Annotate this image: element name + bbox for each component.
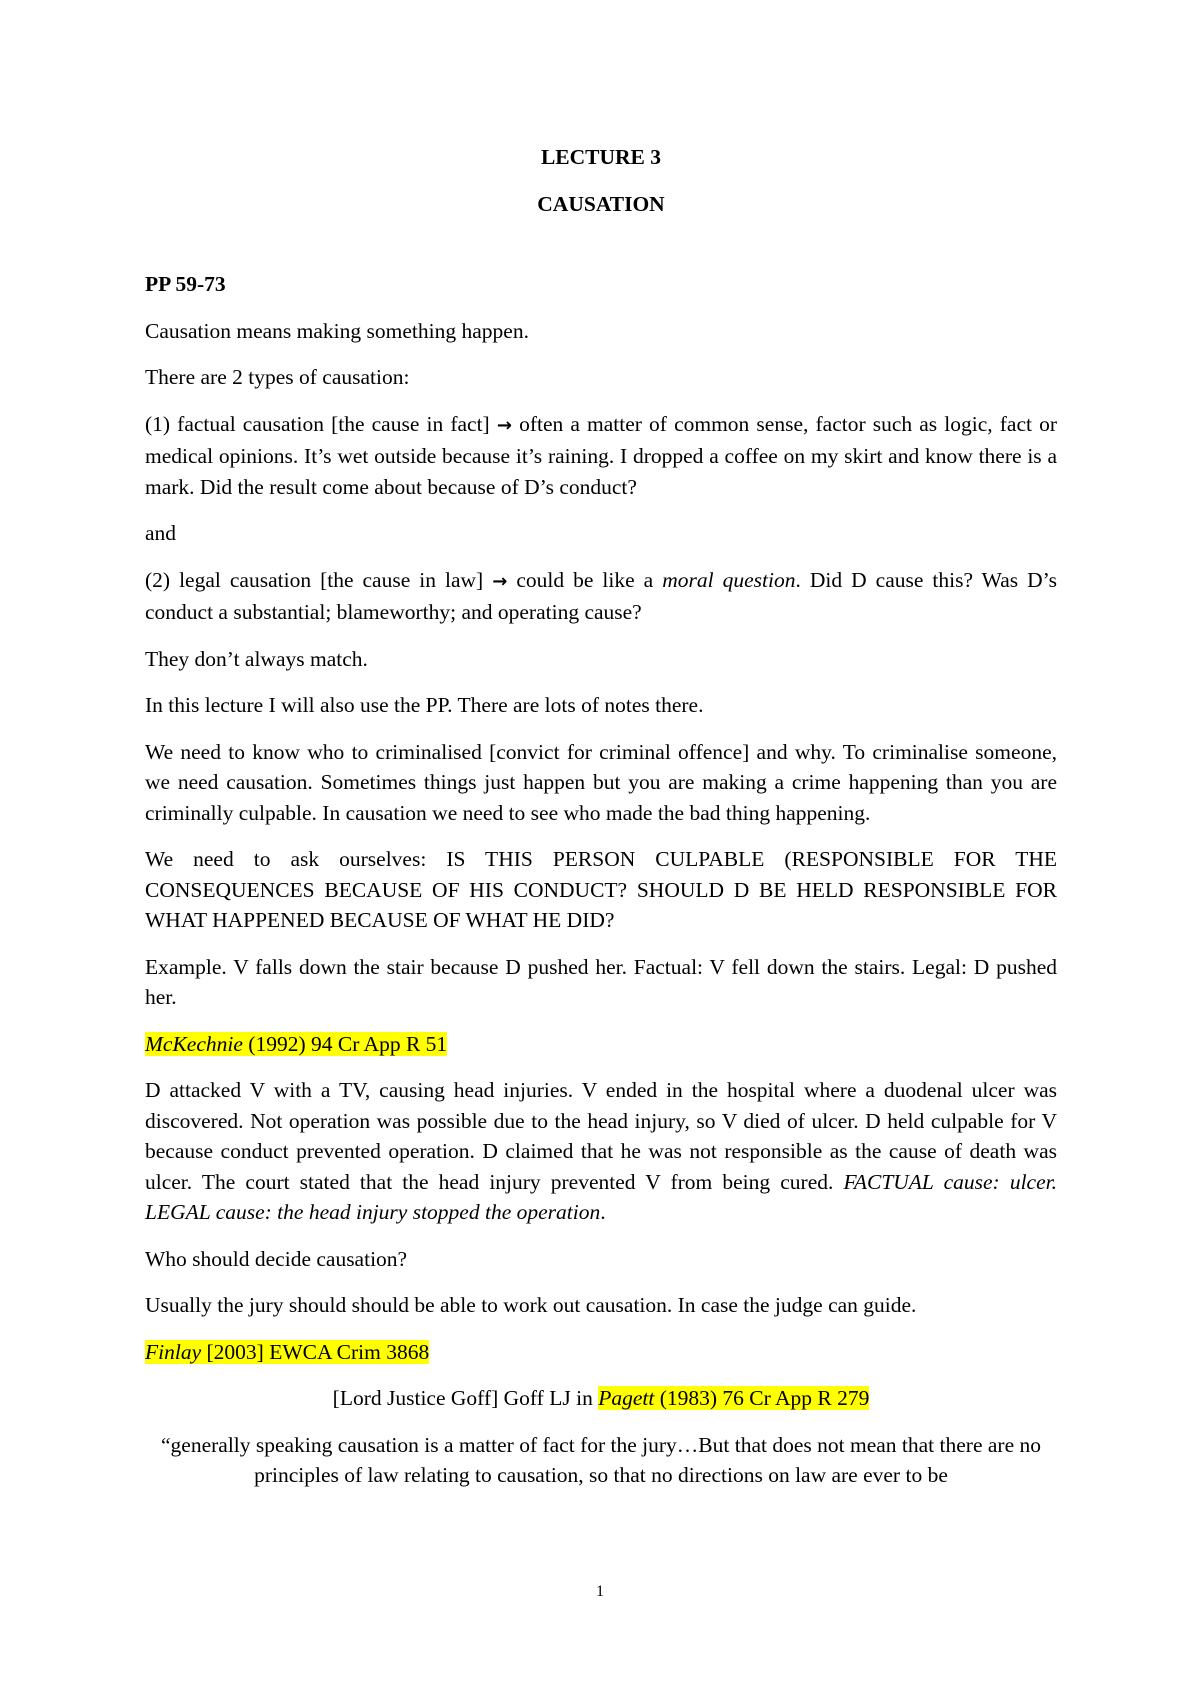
document-body — [145, 142, 1057, 1507]
factual-prefix: (1) factual causation [the cause in fact] — [145, 411, 490, 436]
arrow-right-icon: → — [492, 570, 508, 592]
mckechnie-italic: FACTUAL cause: ulcer. LEGAL cause: the head injury stopped the operation — [145, 1169, 1057, 1224]
factual-causation-paragraph — [145, 409, 1057, 503]
and-word: and — [145, 521, 177, 545]
case-citation: (1983) 76 Cr App R 279 — [654, 1386, 870, 1410]
intro-paragraph: Causation means making something happen. — [145, 318, 529, 343]
case-name: Pagett — [598, 1386, 655, 1410]
ask-paragraph: We need to ask ourselves: IS THIS PERSON CULPABLE (RESPONSIBLE FOR THE CONSEQUENCES BECAUSE OF HIS CONDUCT? SHOULD D BE HELD RESPONSIBLE FOR WHAT HAPPENED BECAUSE OF WHAT HE DID? — [145, 847, 1057, 932]
types-intro: There are 2 types of causation: — [145, 365, 410, 389]
legal-text-b: . Did D cause this? Was D’s conduct a substantial; blameworthy; and operating cause? — [145, 567, 1058, 624]
legal-text-a: could be like a — [516, 567, 663, 592]
case-heading-mckechnie — [145, 1029, 1057, 1060]
mckechnie-text: D attacked V with a TV, causing head injuries. V ended in the hospital where a duodenal ulcer was discovered. Not operation was possible due to the head injury, so V died of ulcer. D held culpable for V because conduct prevented operation. D claimed that he was not responsible as the cause of death was ulcer. The court stated that the head injury prevented V from being cured. — [145, 1078, 1057, 1194]
example-paragraph: Example. V falls down the stair because D pushed her. Factual: V fell down the stairs. Legal: D pushed her. — [145, 954, 1057, 1009]
factual-text: often a matter of common sense, factor such as logic, fact or medical opinions. It’s wet outside because it’s raining. I dropped a coffee on my skirt and know there is a mark. Did the result come about because of D’s conduct? — [145, 411, 1058, 499]
mckechnie-body — [145, 1075, 1057, 1228]
case-citation: (1992) 94 Cr App R 51 — [242, 1031, 448, 1056]
case-name: Finlay — [145, 1339, 202, 1364]
who-decides: Who should decide causation? — [145, 1246, 408, 1271]
lecture-subtitle: CAUSATION — [537, 191, 665, 216]
case-highlight — [598, 1386, 869, 1410]
legal-causation-paragraph — [145, 565, 1057, 628]
lecture-title: LECTURE 3 — [540, 145, 662, 169]
goff-prefix: [Lord Justice Goff] Goff LJ in — [332, 1386, 599, 1410]
jury-paragraph: Usually the jury should should be able to work out causation. In case the judge can guide. — [145, 1293, 917, 1317]
pages-reference: PP 59-73 — [145, 272, 226, 296]
goff-line — [145, 1383, 1057, 1414]
case-citation: [2003] EWCA Crim 3868 — [201, 1339, 430, 1364]
case-highlight — [145, 1032, 447, 1056]
case-highlight — [145, 1340, 429, 1364]
page-number: 1 — [596, 1583, 604, 1600]
legal-prefix: (2) legal causation [the cause in law] — [145, 567, 484, 592]
legal-italic: moral question — [662, 567, 796, 592]
mckechnie-end: . — [600, 1200, 606, 1224]
arrow-right-icon: → — [496, 414, 512, 436]
match-note: They don’t always match. — [145, 646, 368, 671]
case-name: McKechnie — [145, 1031, 243, 1056]
criminalise-paragraph: We need to know who to criminalised [convict for criminal offence] and why. To criminalise someone, we need causation. Sometimes things just happen but you are making a crime happening than you are criminally culpable. In causation we need to see who made the bad thing happening. — [145, 739, 1057, 825]
quote-paragraph: “generally speaking causation is a matter of fact for the jury…But that does not mean that there are no principles of law relating to causation, so that no directions on law are ever to be — [161, 1432, 1041, 1487]
case-heading-finlay — [145, 1337, 1057, 1368]
pp-note: In this lecture I will also use the PP. There are lots of notes there. — [145, 693, 704, 717]
